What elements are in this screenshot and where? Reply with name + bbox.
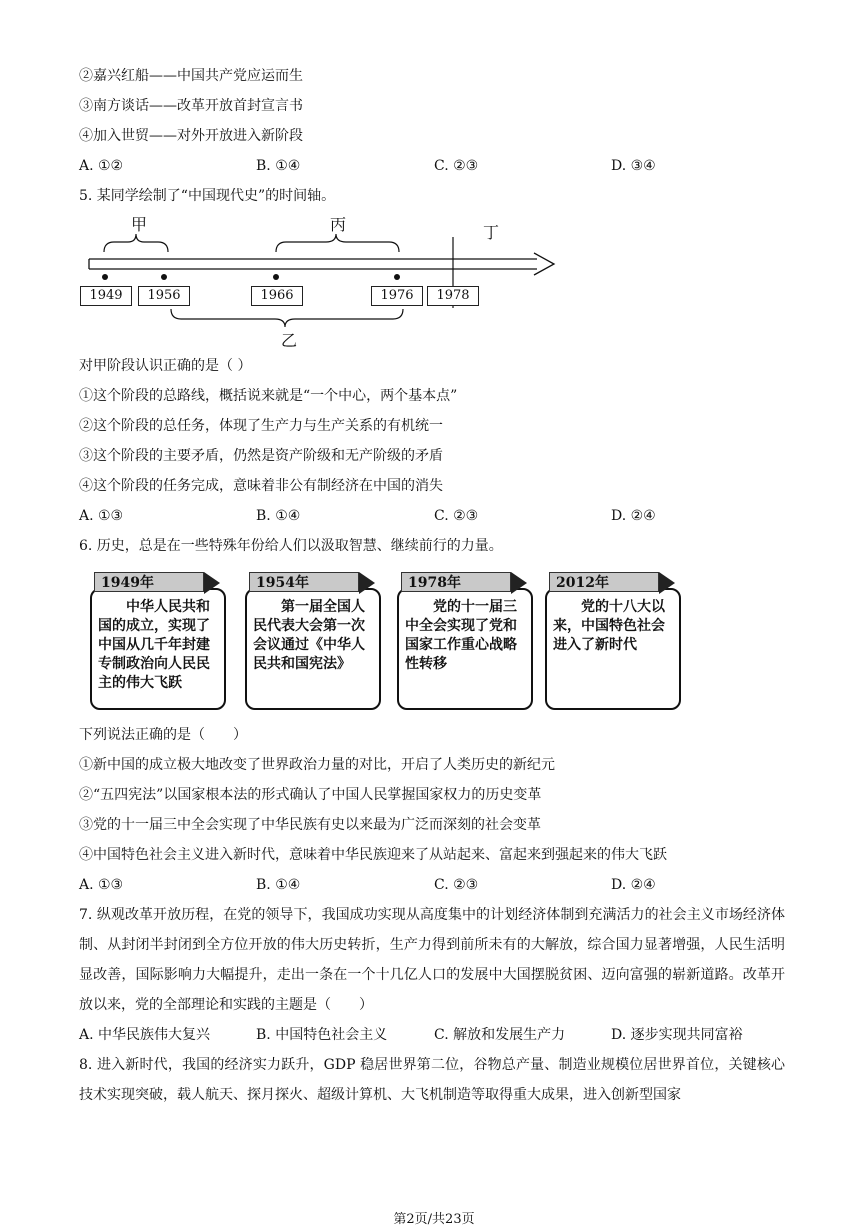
q4-item-2: ②嘉兴红船——中国共产党应运而生: [79, 68, 303, 84]
card-text: 党的十八大以来，中国特色社会进入了新时代: [553, 599, 665, 653]
card-text: 党的十一届三中全会实现了党和国家工作重心战略性转移: [405, 599, 517, 672]
timeline-label-jia: 甲: [131, 215, 148, 234]
timeline-dot-1966: [273, 274, 279, 280]
year-card-1949: [86, 570, 226, 708]
year-card-2012: [541, 570, 681, 708]
timeline-arrow: [79, 212, 579, 352]
q6-option-d: D. ②④: [611, 877, 656, 893]
card-arrow-icon: [659, 572, 675, 594]
q5-item-4: ④这个阶段的任务完成，意味着非公有制经济在中国的消失: [79, 478, 443, 494]
q5-stem: 5. 某同学绘制了“中国现代史”的时间轴。: [79, 188, 336, 204]
card-arrow-icon: [204, 572, 220, 594]
q4-option-d: D. ③④: [611, 158, 656, 174]
card-text: 第一届全国人民代表大会第一次会议通过《中华人民共和国宪法》: [253, 599, 365, 672]
q6-question: 下列说法正确的是（ ）: [79, 727, 247, 743]
card-arrow-icon: [511, 572, 527, 594]
q6-item-1: ①新中国的成立极大地改变了世界政治力量的对比，开启了人类历史的新纪元: [79, 757, 555, 773]
timeline-dot-1956: [161, 274, 167, 280]
timeline-dot-1949: [102, 274, 108, 280]
card-text: 中华人民共和国的成立，实现了中国从几千年封建专制政治向人民民主的伟大飞跃: [98, 599, 210, 691]
q6-item-2: ②“五四宪法”以国家根本法的形式确认了中国人民掌握国家权力的历史变革: [79, 787, 542, 803]
q6-item-3: ③党的十一届三中全会实现了中华民族有史以来最为广泛而深刻的社会变革: [79, 817, 541, 833]
q4-item-3: ③南方谈话——改革开放首封宣言书: [79, 98, 303, 114]
q6-option-b: B. ①④: [256, 877, 301, 893]
timeline-year-1966: 1966: [251, 286, 303, 306]
q6-stem: 6. 历史，总是在一些特殊年份给人们以汲取智慧、继续前行的力量。: [79, 538, 503, 554]
q5-item-1: ①这个阶段的总路线，概括说来就是“一个中心，两个基本点”: [79, 388, 458, 404]
year-card-1978: [393, 570, 533, 708]
q5-option-d: D. ②④: [611, 508, 656, 524]
timeline-label-yi: 乙: [281, 331, 298, 350]
q7-option-c: C. 解放和发展生产力: [434, 1027, 566, 1043]
card-year: 1978年: [401, 572, 511, 592]
timeline-label-ding: 丁: [483, 223, 500, 242]
q7-option-d: D. 逐步实现共同富裕: [611, 1027, 743, 1043]
q5-item-3: ③这个阶段的主要矛盾，仍然是资产阶级和无产阶级的矛盾: [79, 448, 443, 464]
q6-option-a: A. ①③: [79, 877, 124, 893]
page-footer: 第2页/共23页: [393, 1212, 475, 1227]
q7-stem: 7. 纵观改革开放历程，在党的领导下，我国成功实现从高度集中的计划经济体制到充满活力的社会主义市场经济体制、从封闭半封闭到全方位开放的伟大历史转折，生产力得到前所未有的大解放，综合国力显著增强，人民生活明显改善，国际影响力大幅提升，走出一条在一个十几亿人口的发展中大国摆脱贫困、迈向富强的崭新道路。改革开放以来，党的全部理论和实践的主题是（ ）: [79, 907, 785, 1013]
q5-question: 对甲阶段认识正确的是（ ）: [79, 358, 252, 374]
year-card-1954: [241, 570, 381, 708]
q5-option-c: C. ②③: [434, 508, 479, 524]
q5-item-2: ②这个阶段的总任务，体现了生产力与生产关系的有机统一: [79, 418, 443, 434]
q6-option-c: C. ②③: [434, 877, 479, 893]
timeline-diagram: [79, 212, 579, 352]
card-arrow-icon: [359, 572, 375, 594]
card-year: 2012年: [549, 572, 659, 592]
q4-option-a: A. ①②: [79, 158, 124, 174]
q8-stem: 8. 进入新时代，我国的经济实力跃升，GDP 稳居世界第二位，谷物总产量、制造业规模位居世界首位，关键核心技术实现突破，载人航天、探月探火、超级计算机、大飞机制造等取得重大成果，进入创新型国家: [79, 1057, 785, 1103]
timeline-year-1956: 1956: [138, 286, 190, 306]
q7-option-b: B. 中国特色社会主义: [256, 1027, 388, 1043]
q6-item-4: ④中国特色社会主义进入新时代，意味着中华民族迎来了从站起来、富起来到强起来的伟大飞跃: [79, 847, 667, 863]
card-year: 1949年: [94, 572, 204, 592]
timeline-year-1978: 1978: [427, 286, 479, 306]
timeline-year-1976: 1976: [371, 286, 423, 306]
q7-option-a: A. 中华民族伟大复兴: [79, 1027, 211, 1043]
q5-option-a: A. ①③: [79, 508, 124, 524]
card-year: 1954年: [249, 572, 359, 592]
q5-option-b: B. ①④: [256, 508, 301, 524]
q4-option-b: B. ①④: [256, 158, 301, 174]
timeline-year-1949: 1949: [80, 286, 132, 306]
q4-item-4: ④加入世贸——对外开放进入新阶段: [79, 128, 303, 144]
timeline-dot-1976: [394, 274, 400, 280]
q4-option-c: C. ②③: [434, 158, 479, 174]
timeline-label-bing: 丙: [330, 215, 347, 234]
